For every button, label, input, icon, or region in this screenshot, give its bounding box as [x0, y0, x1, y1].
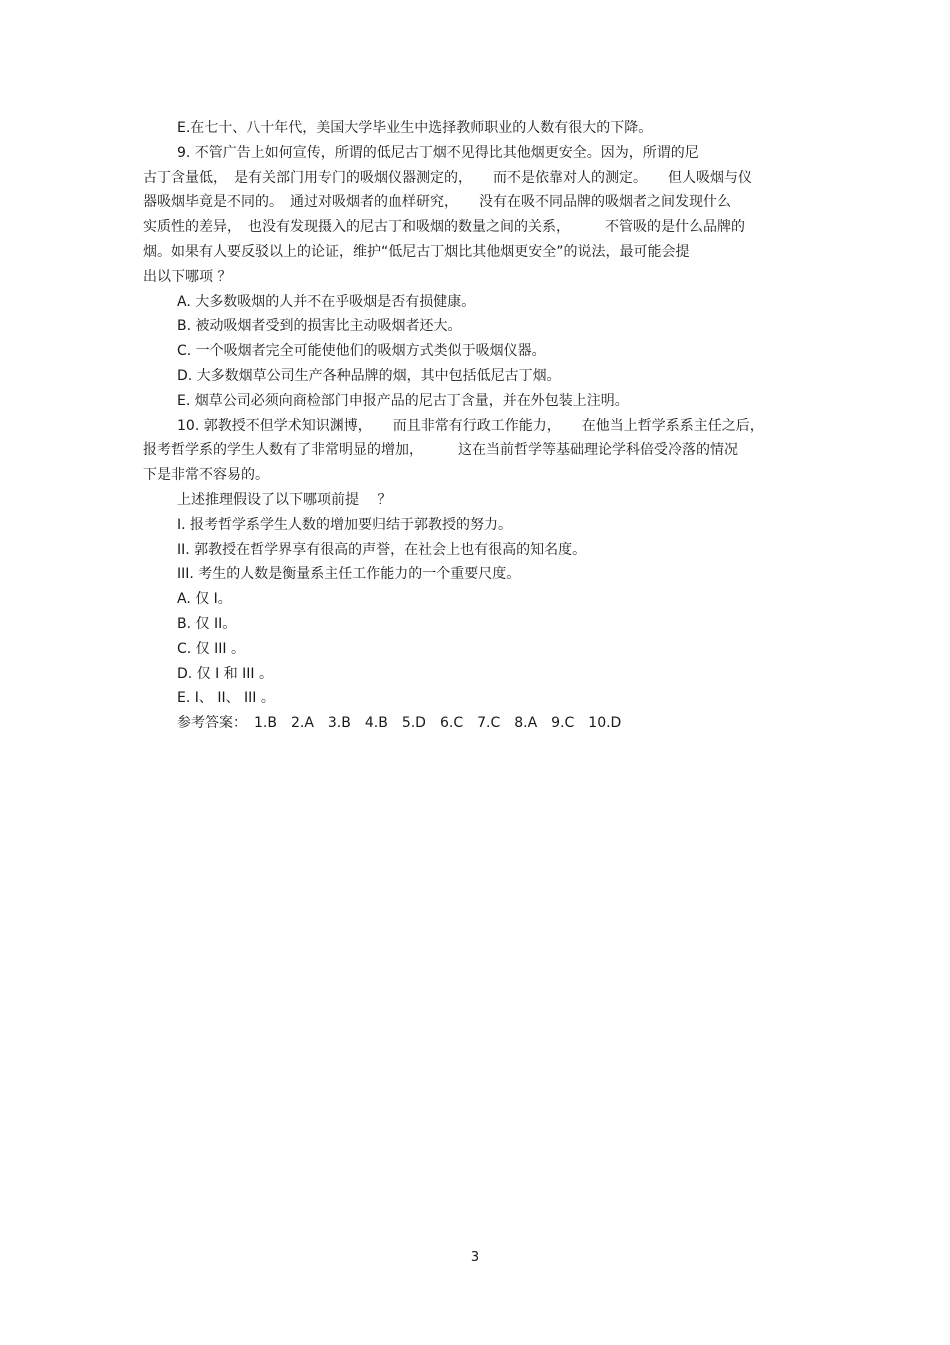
option-e-q9: E. 烟草公司必须向商检部门申报产品的尼古丁含量，并在外包装上注明。 — [177, 392, 629, 409]
option-c-q9: C. 一个吸烟者完全可能使他们的吸烟方式类似于吸烟仪器。 — [177, 343, 546, 360]
question-10-line-1: 10. 郭教授不但学术知识渊博， 而且非常有行政工作能力， 在他当上哲学系系主任之后， — [177, 417, 764, 434]
question-10-line-3: 下是非常不容易的。 — [143, 467, 269, 484]
answer-key: 参考答案： 1.B 2.A 3.B 4.B 5.D 6.C 7.C 8.A 9.C 10.D — [177, 715, 622, 732]
question-10-line-2: 报考哲学系的学生人数有了非常明显的增加， 这在当前哲学等基础理论学科倍受冷落的情况 — [143, 442, 738, 459]
option-a-q9: A. 大多数吸烟的人并不在乎吸烟是否有损健康。 — [177, 293, 476, 310]
page-number: 3 — [470, 1250, 480, 1265]
option-d-q9: D. 大多数烟草公司生产各种品牌的烟，其中包括低尼古丁烟。 — [177, 367, 561, 384]
question-9-line-5: 烟。如果有人要反驳以上的论证，维护“低尼古丁烟比其他烟更安全”的说法，最可能会提 — [143, 243, 690, 260]
question-9-line-6: 出以下哪项 ？ — [143, 268, 232, 285]
option-e-q10: E. I、 II、 III 。 — [177, 690, 275, 707]
question-9-line-1: 9. 不管广告上如何宣传，所谓的低尼古丁烟不见得比其他烟更安全。因为，所谓的尼 — [177, 144, 699, 161]
option-c-q10: C. 仅 III 。 — [177, 640, 245, 657]
page-body — [143, 116, 808, 736]
option-b-q10: B. 仅 II。 — [177, 615, 237, 632]
question-10-prompt: 上述推理假设了以下哪项前提 ？ — [177, 491, 392, 508]
premise-i: I. 报考哲学系学生人数的增加要归结于郭教授的努力。 — [177, 516, 513, 533]
question-9-line-2: 古丁含量低， 是有关部门用专门的吸烟仪器测定的， 而不是依靠对人的测定。 但人吸烟与仪 — [143, 169, 752, 186]
option-e-q8: E.在七十、八十年代，美国大学毕业生中选择教师职业的人数有很大的下降。 — [177, 120, 653, 136]
question-9-line-4: 实质性的差异， 也没有发现摄入的尼古丁和吸烟的数量之间的关系， 不管吸的是什么品牌的 — [143, 219, 745, 236]
premise-iii: III. 考生的人数是衡量系主任工作能力的一个重要尺度。 — [177, 566, 521, 583]
option-b-q9: B. 被动吸烟者受到的损害比主动吸烟者还大。 — [177, 318, 462, 335]
option-a-q10: A. 仅 I。 — [177, 591, 232, 608]
option-d-q10: D. 仅 I 和 III 。 — [177, 665, 273, 682]
question-9-line-3: 器吸烟毕竟是不同的。 通过对吸烟者的血样研究， 没有在吸不同品牌的吸烟者之间发现什么 — [143, 194, 731, 211]
premise-ii: II. 郭教授在哲学界享有很高的声誉，在社会上也有很高的知名度。 — [177, 541, 587, 558]
